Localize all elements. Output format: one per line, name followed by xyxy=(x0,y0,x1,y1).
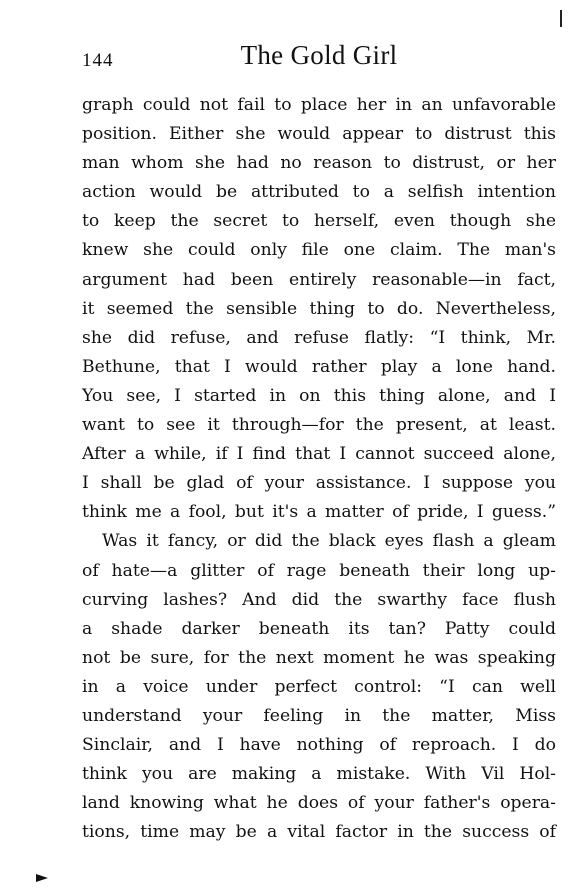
text-line: I shall be glad of your assistance. I suppose you xyxy=(82,473,556,494)
text-line: land knowing what he does of your father's opera- xyxy=(82,793,556,814)
running-header xyxy=(82,40,556,80)
text-line: argument had been entirely reasonable—in fact, xyxy=(82,269,556,290)
text-line: You see, I started in on this thing alone, and I xyxy=(82,385,556,406)
text-line: understand your feeling in the matter, Miss xyxy=(82,705,556,726)
text-line: knew she could only file one claim. The man's xyxy=(82,240,556,261)
running-title: The Gold Girl xyxy=(240,40,398,70)
text-line: she did refuse, and refuse flatly: “I think, Mr. xyxy=(82,327,556,348)
text-line: graph could not fail to place her in an unfavorable xyxy=(82,95,556,115)
page-number: 144 xyxy=(82,50,114,71)
page-edge-mark xyxy=(560,10,562,27)
text-line: in a voice under perfect control: “I can well xyxy=(82,676,556,697)
text-line: think you are making a mistake. With Vil Hol- xyxy=(82,764,556,785)
corner-arrow-icon xyxy=(36,874,48,882)
text-line: Bethune, that I would rather play a lone hand. xyxy=(82,356,556,377)
text-line: want to see it through—for the present, at least. xyxy=(82,415,556,436)
text-line: not be sure, for the next moment he was speaking xyxy=(82,647,556,668)
text-line: tions, time may be a vital factor in the success of xyxy=(82,822,556,843)
text-line: curving lashes? And did the swarthy face flush xyxy=(82,589,556,610)
paragraph-first-line: Was it fancy, or did the black eyes flash a gleam xyxy=(102,531,556,552)
text-line: position. Either she would appear to distrust this xyxy=(82,124,556,145)
body-text xyxy=(82,91,556,847)
text-line: a shade darker beneath its tan? Patty could xyxy=(82,618,556,639)
text-line: man whom she had no reason to distrust, or her xyxy=(82,153,556,174)
text-line: think me a fool, but it's a matter of pride, I guess.” xyxy=(82,502,556,523)
text-line: it seemed the sensible thing to do. Nevertheless, xyxy=(82,298,556,319)
text-line: to keep the secret to herself, even though she xyxy=(82,211,556,232)
text-line: After a while, if I find that I cannot succeed alone, xyxy=(82,444,556,465)
text-line: Sinclair, and I have nothing of reproach. I do xyxy=(82,735,556,756)
text-line: of hate—a glitter of rage beneath their long up- xyxy=(82,560,556,581)
text-line: action would be attributed to a selfish intention xyxy=(82,182,556,203)
